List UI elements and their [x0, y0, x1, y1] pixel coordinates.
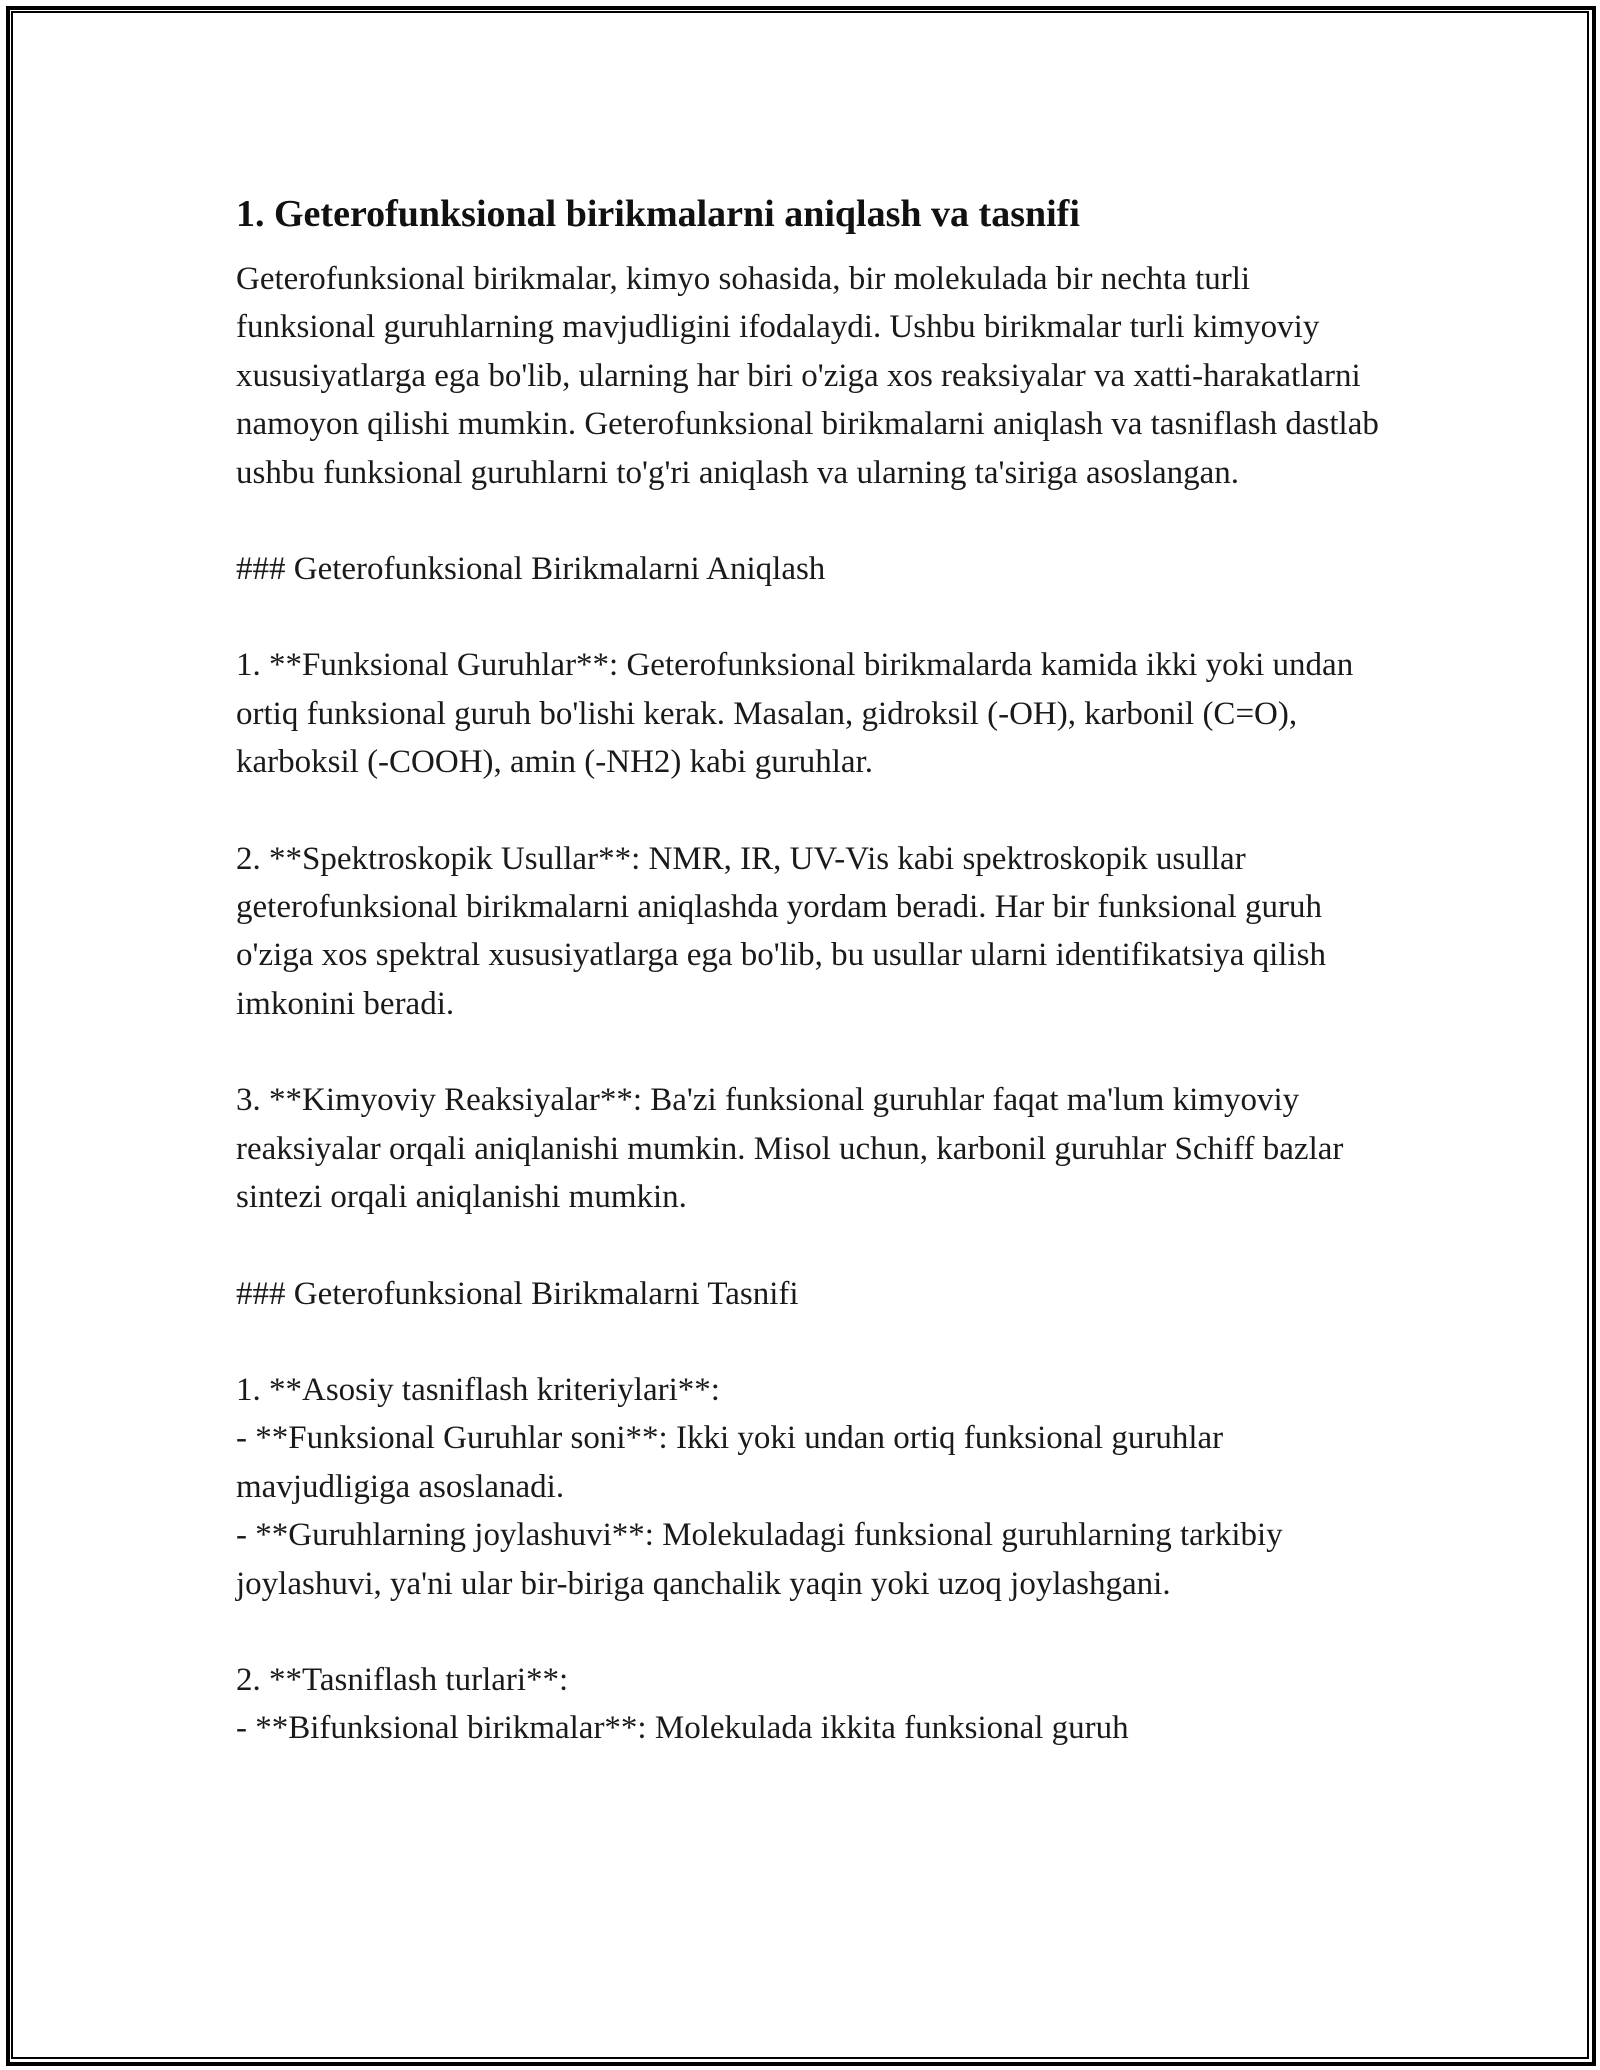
- document-title: 1. Geterofunksional birikmalarni aniqlash va tasnifi: [236, 193, 1080, 235]
- section-heading-aniqlash: ### Geterofunksional Birikmalarni Aniqlash: [236, 551, 826, 588]
- list-item-kimyoviy-reaksiyalar: 3. **Kimyoviy Reaksiyalar**: Ba'zi funksional guruhlar faqat ma'lum kimyoviy reaksiyalar orqali aniqlanishi mumkin. Misol uchun, karbonil guruhlar Schiff bazlar sintezi orqali aniqlanishi mumkin.: [236, 1082, 1344, 1216]
- intro-paragraph: Geterofunksional birikmalar, kimyo sohasida, bir molekulada bir nechta turli funksional guruhlarning mavjudligini ifodalaydi. Ushbu birikmalar turli kimyoviy xususiyatlarga ega bo'lib, ularning har biri o'ziga xos reaksiyalar va xatti-harakatlarni namoyon qilishi mumkin. Geterofunksional birikmalarni aniqlash va tasniflash dastlab ushbu funksional guruhlarni to'g'ri aniqlash va ularning ta'siriga asoslangan.: [236, 261, 1379, 491]
- section-heading-tasnifi: ### Geterofunksional Birikmalarni Tasnifi: [236, 1275, 799, 1312]
- list-item-tasniflash-turlari: 2. **Tasniflash turlari**: - **Bifunksional birikmalar**: Molekulada ikkita funksional guruh: [236, 1661, 1129, 1747]
- list-item-funksional-guruhlar: 1. **Funksional Guruhlar**: Geterofunksional birikmalarda kamida ikki yoki undan ortiq funksional guruh bo'lishi kerak. Masalan, gidroksil (-OH), karbonil (C=O), karboksil (-COOH), amin (-NH2) kabi guruhlar.: [236, 647, 1354, 781]
- document-body: [236, 186, 1386, 1753]
- list-item-tasniflash-kriteriylari: 1. **Asosiy tasniflash kriteriylari**: - **Funksional Guruhlar soni**: Ikki yoki undan ortiq funksional guruhlar mavjudligiga asoslanadi. - **Guruhlarning joylashuvi**: Molekuladagi funksional guruhlarning tarkibiy joylashuvi, ya'ni ular bir-biriga qanchalik yaqin yoki uzoq joylashgani.: [236, 1371, 1283, 1602]
- list-item-spektroskopik-usullar: 2. **Spektroskopik Usullar**: NMR, IR, UV-Vis kabi spektroskopik usullar geterofunksional birikmalarni aniqlashda yordam beradi. Har bir funksional guruh o'ziga xos spektral xususiyatlarga ega bo'lib, bu usullar ularni identifikatsiya qilish imkonini beradi.: [236, 840, 1326, 1022]
